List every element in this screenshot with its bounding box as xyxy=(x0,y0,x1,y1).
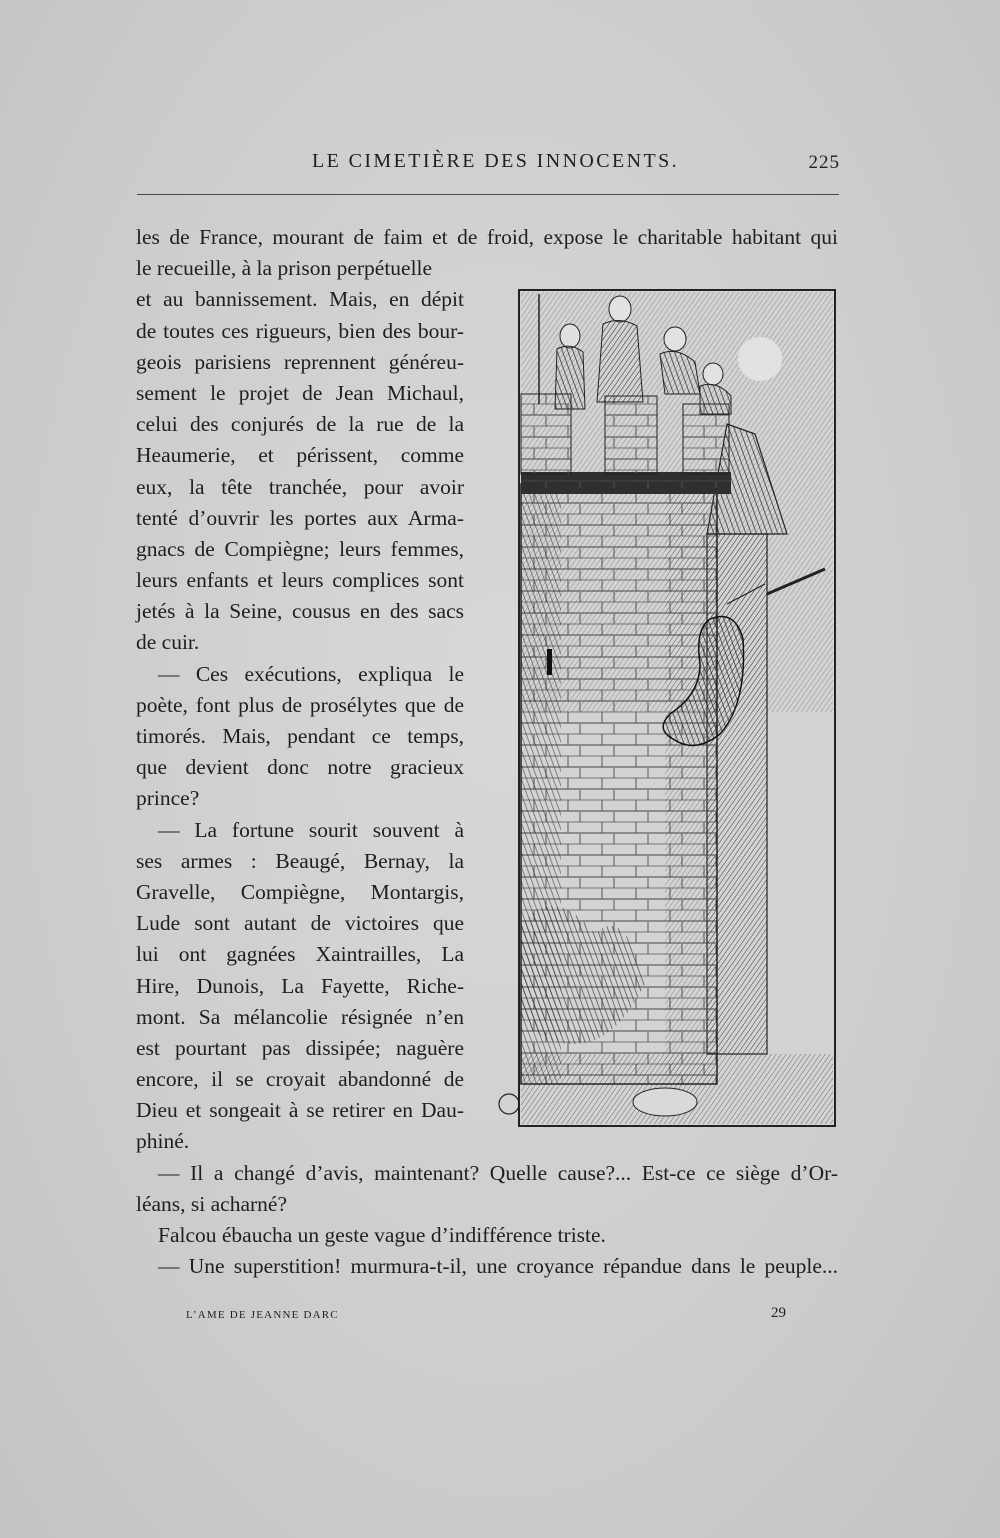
header-rule xyxy=(137,194,839,195)
running-head xyxy=(136,150,840,180)
signature-mark: L’AME DE JEANNE DARC xyxy=(186,1309,339,1321)
text-line: — Il a changé d’avis, maintenant? Quelle cause?... Est-ce ce siège d’Or- xyxy=(158,1160,838,1185)
running-title: LE CIMETIÈRE DES INNOCENTS. xyxy=(312,150,679,172)
text-line: de cuir. xyxy=(136,630,200,655)
text-line: poète, font plus de prosélytes que de xyxy=(136,692,464,717)
signature-number: 29 xyxy=(771,1305,786,1321)
text-line: — Une superstition! murmura-t-il, une croyance répandue dans le peuple... xyxy=(158,1254,838,1279)
text-line: léans, si acharné? xyxy=(136,1191,288,1216)
engraving-drawing xyxy=(495,284,840,1144)
text-line: jetés à la Seine, cousus en des sacs xyxy=(136,599,464,624)
tower-illustration xyxy=(495,284,840,1144)
text-line: lui ont gagnées Xaintrailles, La xyxy=(136,942,464,967)
text-line: ses armes : Beaugé, Bernay, la xyxy=(136,848,464,873)
text-line: leurs enfants et leurs complices sont xyxy=(136,568,464,593)
text-line: geois parisiens reprennent généreu- xyxy=(136,349,464,374)
text-line: les de France, mourant de faim et de froid, expose le charitable habitant qui xyxy=(136,225,838,249)
text-line: timorés. Mais, pendant ce temps, xyxy=(136,724,464,748)
text-line: celui des conjurés de la rue de la xyxy=(136,412,464,437)
text-line: et au bannissement. Mais, en dépit xyxy=(136,287,464,312)
text-line: mont. Sa mélancolie résignée n’en xyxy=(136,1004,464,1029)
text-line: est pourtant pas dissipée; naguère xyxy=(136,1035,464,1060)
text-line: Lude sont autant de victoires que xyxy=(136,911,464,936)
text-line: que devient donc notre gracieux xyxy=(136,755,464,780)
text-line: Falcou ébaucha un geste vague d’indifférence triste. xyxy=(158,1223,606,1247)
text-line: tenté d’ouvrir les portes aux Arma- xyxy=(136,505,464,530)
text-line: Gravelle, Compiègne, Montargis, xyxy=(136,879,464,904)
text-line: — La fortune sourit souvent à xyxy=(158,817,464,842)
page-number: 225 xyxy=(808,152,840,173)
text-line: — Ces exécutions, expliqua le xyxy=(158,661,464,686)
text-line: encore, il se croyait abandonné de xyxy=(136,1067,464,1092)
text-line: prince? xyxy=(136,786,200,811)
text-line: sement le projet de Jean Michaul, xyxy=(136,380,464,405)
text-line: Hire, Dunois, La Fayette, Riche- xyxy=(136,973,464,998)
text-line: le recueille, à la prison perpétuelle xyxy=(136,256,433,281)
text-line: gnacs de Compiègne; leurs femmes, xyxy=(136,536,464,561)
text-line: Heaumerie, et périssent, comme xyxy=(136,443,464,468)
text-line: Dieu et songeait à se retirer en Dau- xyxy=(136,1098,464,1123)
text-line: phiné. xyxy=(136,1129,190,1154)
text-line: de toutes ces rigueurs, bien des bour- xyxy=(136,318,464,343)
text-line: eux, la tête tranchée, pour avoir xyxy=(136,474,464,499)
